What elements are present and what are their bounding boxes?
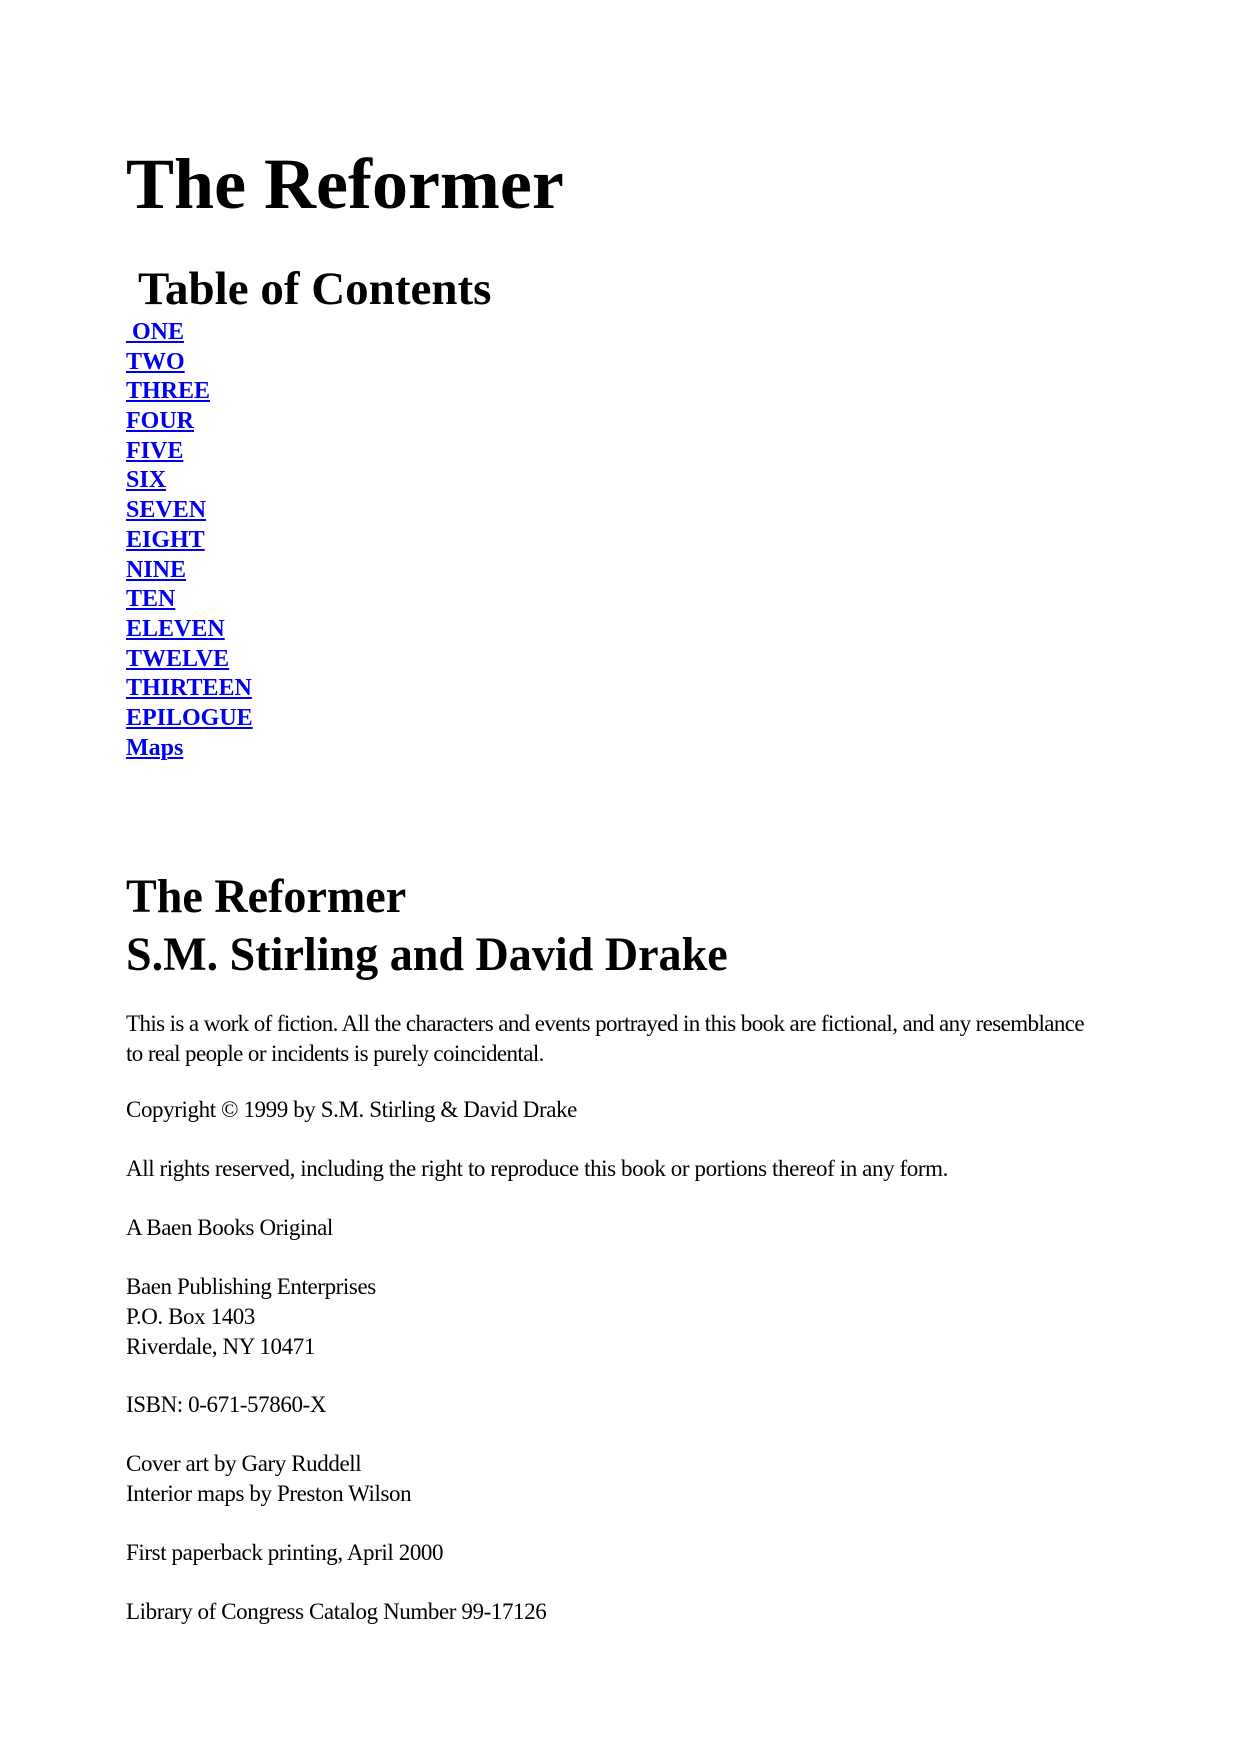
printing-line: First paperback printing, April 2000	[126, 1540, 444, 1565]
table-of-contents	[126, 318, 253, 763]
toc-item	[126, 674, 253, 704]
book-title: The Reformer	[126, 870, 407, 923]
toc-item	[126, 348, 253, 378]
toc-item	[126, 645, 253, 675]
toc-link-eleven[interactable]: ELEVEN	[126, 615, 225, 642]
fiction-disclaimer: This is a work of fiction. All the characters and events portrayed in this book are fictional, and any resemblance to real people or incidents is purely coincidental.	[126, 1011, 1084, 1066]
toc-item	[126, 318, 253, 348]
toc-link-three[interactable]: THREE	[126, 378, 211, 405]
toc-item	[126, 407, 253, 437]
toc-item	[126, 466, 253, 496]
toc-item	[126, 615, 253, 645]
toc-link-four[interactable]: FOUR	[126, 408, 194, 435]
publisher-address-line1: P.O. Box 1403	[126, 1304, 255, 1329]
toc-item	[126, 585, 253, 615]
book-authors: S.M. Stirling and David Drake	[126, 928, 728, 981]
copyright-notice: Copyright © 1999 by S.M. Stirling & David Drake	[126, 1097, 577, 1122]
toc-link-eight[interactable]: EIGHT	[126, 526, 205, 553]
publisher-address	[126, 1272, 376, 1362]
toc-item	[126, 704, 253, 734]
toc-link-nine[interactable]: NINE	[126, 556, 187, 583]
publisher-address-line2: Riverdale, NY 10471	[126, 1334, 315, 1359]
document-title: The Reformer	[126, 144, 564, 224]
toc-link-seven[interactable]: SEVEN	[126, 497, 207, 524]
isbn-line: ISBN: 0-671-57860-X	[126, 1392, 327, 1417]
rights-notice: All rights reserved, including the right to reproduce this book or portions thereof in any form.	[126, 1156, 948, 1181]
toc-link-thirteen[interactable]: THIRTEEN	[126, 675, 252, 702]
imprint-line: A Baen Books Original	[126, 1215, 333, 1240]
loc-catalog-number: Library of Congress Catalog Number 99-17126	[126, 1599, 547, 1624]
art-credits	[126, 1449, 411, 1509]
toc-item	[126, 377, 253, 407]
toc-link-epilogue[interactable]: EPILOGUE	[126, 704, 253, 731]
toc-item	[126, 526, 253, 556]
toc-link-ten[interactable]: TEN	[126, 586, 176, 613]
toc-link-two[interactable]: TWO	[126, 348, 185, 375]
toc-item	[126, 556, 253, 586]
interior-maps-credit: Interior maps by Preston Wilson	[126, 1481, 412, 1506]
toc-link-six[interactable]: SIX	[126, 467, 167, 494]
toc-link-five[interactable]: FIVE	[126, 437, 184, 464]
toc-link-one[interactable]: ONE	[126, 319, 185, 345]
toc-link-twelve[interactable]: TWELVE	[126, 645, 230, 672]
toc-item	[126, 734, 253, 764]
publisher-name: Baen Publishing Enterprises	[126, 1274, 376, 1299]
toc-heading: Table of Contents	[138, 263, 492, 315]
toc-item	[126, 437, 253, 467]
book-title-block	[126, 868, 728, 984]
toc-item	[126, 496, 253, 526]
toc-link-maps[interactable]: Maps	[126, 734, 184, 761]
cover-art-credit: Cover art by Gary Ruddell	[126, 1451, 362, 1476]
